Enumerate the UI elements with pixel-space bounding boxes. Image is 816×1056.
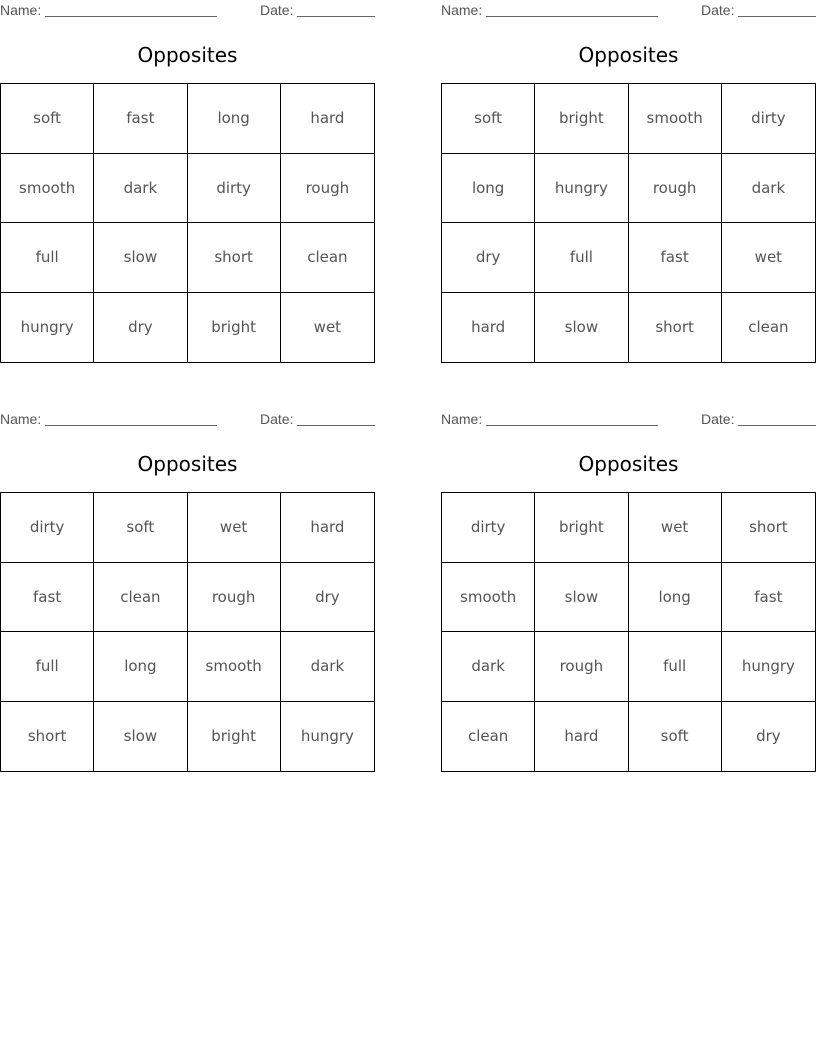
grid-cell: clean [442,702,535,772]
grid-cell: soft [442,84,535,154]
grid-cell: slow [535,293,628,363]
grid-cell: hungry [1,293,94,363]
grid-cell: dry [442,223,535,293]
bingo-card [0,409,375,789]
card-title: Opposites [137,452,238,476]
grid-cell: full [535,223,628,293]
grid-cell: short [722,493,815,563]
word-grid [441,83,816,363]
word-grid [0,492,375,772]
name-field[interactable] [45,16,217,17]
grid-cell: smooth [188,632,281,702]
grid-cell: fast [94,84,187,154]
grid-cell: rough [629,154,722,224]
grid-cell: bright [535,84,628,154]
grid-cell: short [1,702,94,772]
grid-cell: hungry [300,727,354,746]
date-label: Date: [260,2,294,18]
grid-cell: rough [535,632,628,702]
name-date-row [0,2,375,20]
date-label: Date: [260,411,294,427]
date-label: Date: [701,2,735,18]
grid-cell: slow [94,223,187,293]
grid-cell: long [442,154,535,224]
date-field[interactable] [738,16,816,17]
grid-cell: hungry [722,632,815,702]
grid-cell: dirty [442,493,535,563]
name-label: Name: [441,2,483,18]
grid-cell: clean [748,318,789,337]
name-field[interactable] [486,16,658,17]
grid-cell: dark [442,632,535,702]
grid-cell: full [1,632,94,702]
grid-cell: long [188,84,281,154]
grid-cell: fast [722,563,815,633]
name-label: Name: [441,411,483,427]
name-field[interactable] [486,425,658,426]
date-field[interactable] [297,425,375,426]
grid-cell: fast [1,563,94,633]
grid-cell: dirty [1,493,94,563]
grid-cell: full [629,632,722,702]
grid-cell: hard [535,702,628,772]
grid-cell: rough [188,563,281,633]
word-grid [441,492,816,772]
grid-cell: smooth [1,154,94,224]
card-title: Opposites [137,43,238,67]
bingo-card [441,409,816,789]
grid-cell: dry [94,293,187,363]
grid-cell: full [1,223,94,293]
grid-cell: dirty [722,84,815,154]
bingo-card [0,0,375,380]
grid-cell: bright [188,293,281,363]
grid-cell: wet [188,493,281,563]
bingo-card [441,0,816,380]
grid-cell: fast [629,223,722,293]
name-label: Name: [0,2,42,18]
grid-cell: dry [756,727,781,746]
grid-cell: long [94,632,187,702]
grid-cell: bright [535,493,628,563]
name-date-row [0,411,375,429]
word-grid [0,83,375,363]
grid-cell: dark [94,154,187,224]
grid-cell: clean [281,223,374,293]
grid-cell: dark [281,632,374,702]
grid-cell: short [629,293,722,363]
date-field[interactable] [297,16,375,17]
grid-cell: bright [188,702,281,772]
card-title: Opposites [578,43,679,67]
grid-cell: hard [442,293,535,363]
card-title: Opposites [578,452,679,476]
grid-cell: dark [722,154,815,224]
grid-cell: rough [281,154,374,224]
name-date-row [441,2,816,20]
grid-cell: slow [94,702,187,772]
grid-cell: wet [722,223,815,293]
grid-cell: soft [629,702,722,772]
grid-cell: hard [281,84,374,154]
name-label: Name: [0,411,42,427]
grid-cell: hungry [535,154,628,224]
grid-cell: wet [313,318,342,337]
grid-cell: clean [94,563,187,633]
grid-cell: wet [629,493,722,563]
name-date-row [441,411,816,429]
name-field[interactable] [45,425,217,426]
grid-cell: smooth [442,563,535,633]
grid-cell: dirty [188,154,281,224]
grid-cell: soft [94,493,187,563]
grid-cell: long [629,563,722,633]
grid-cell: soft [1,84,94,154]
date-field[interactable] [738,425,816,426]
grid-cell: smooth [629,84,722,154]
grid-cell: short [188,223,281,293]
date-label: Date: [701,411,735,427]
grid-cell: slow [535,563,628,633]
grid-cell: dry [281,563,374,633]
grid-cell: hard [281,493,374,563]
